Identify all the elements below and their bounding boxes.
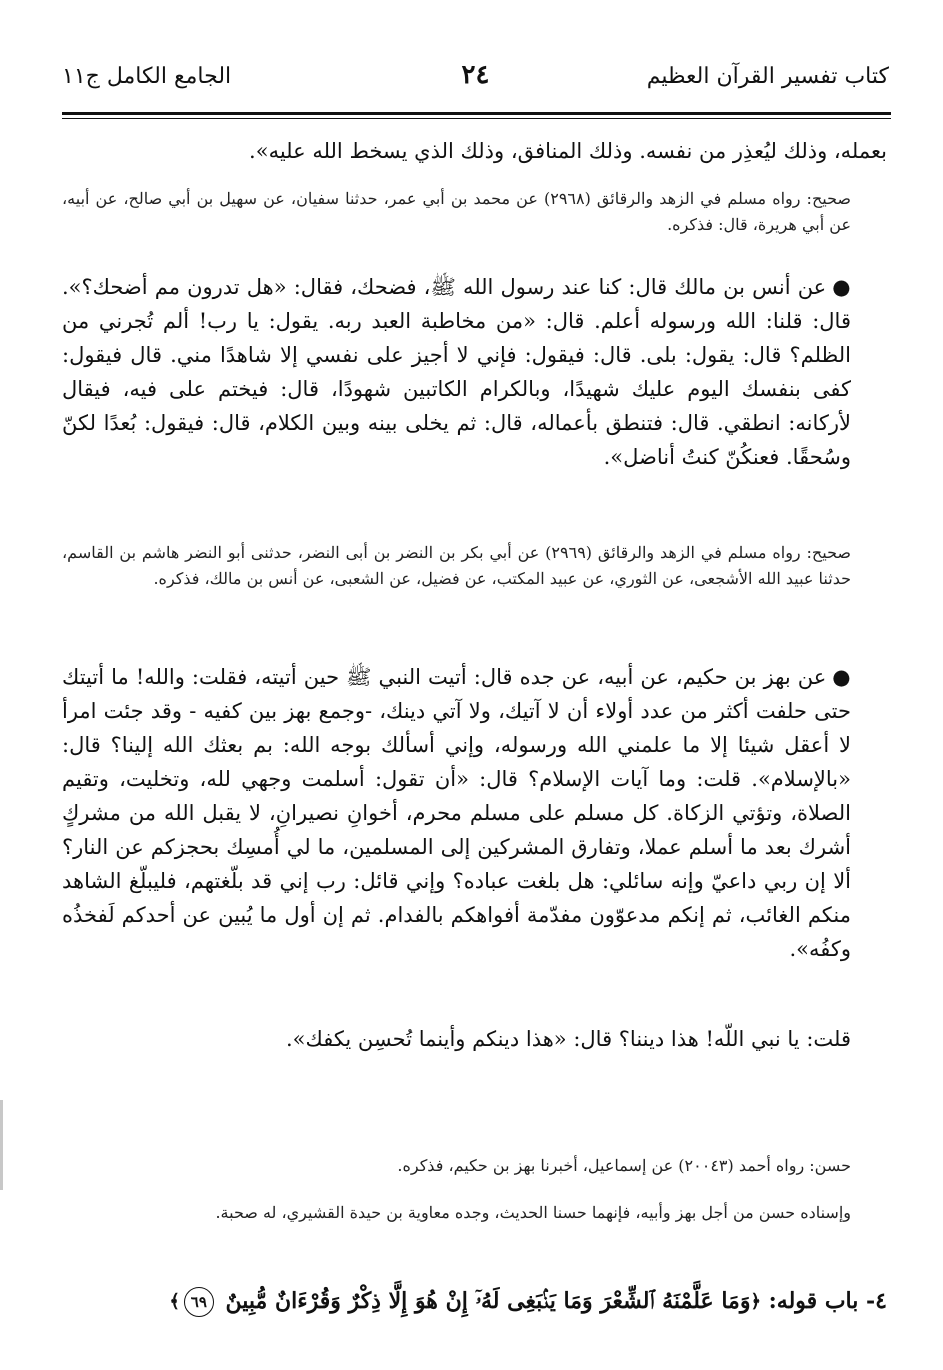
bullet-icon: ●	[832, 274, 851, 299]
hadith-anas	[62, 270, 887, 474]
running-header	[62, 58, 889, 102]
scan-margin-shadow	[0, 1100, 3, 1190]
ornate-bracket-open-icon: ﴿	[750, 1291, 761, 1312]
quran-verse: وَمَا عَلَّمْنَهُ ٱلشِّعْرَ وَمَا يَنۢبَغِى لَهُۥٓ إِنْ هُوَ إِلَّا ذِكْرٌ وَقُرْءَانٌ مُّبِينٌ	[225, 1288, 751, 1314]
isnad-note: وإسناده حسن من أجل بهز وأبيه، فإنهما حسنا الحديث، وجده معاوية بن حيدة القشيري، له صحبة.	[215, 1203, 851, 1222]
hadith-anas-text: عن أنس بن مالك قال: كنا عند رسول الله ﷺ، فضحك، فقال: «هل تدرون مم أضحك؟». قال: قلنا: الله ورسوله أعلم. قال: «من مخاطبة العبد ربه. يقول: يا رب! ألم تُجرني من الظلم؟ قال: يقول: بلى. قال: فيقول: فإني لا أجيز على نفسي إلا شاهدًا مني. قال فيقول: كفى بنفسك اليوم عليك شهيدًا، وبالكرام الكاتبين شهودًا، قال: فيختم على فيه، فيقال لأركانه: انطقي. قال: فتنطق بأعماله، قال: ثم يخلى بينه وبين الكلام، قال: فيقول: بُعدًا لكنّ وسُحقًا. فعنكُنّ كنتُ أناضل».	[62, 275, 851, 469]
verse-number-badge: ٦٩	[184, 1287, 214, 1317]
hadith-bahz	[62, 660, 887, 966]
page-number: ٢٤	[461, 60, 490, 90]
bullet-icon: ●	[832, 664, 851, 689]
hadith-bahz-ending: قلت: يا نبي اللّه! هذا ديننا؟ قال: «هذا دينكم وأينما تُحسِن يكفك».	[285, 1027, 851, 1051]
book-title: كتاب تفسير القرآن العظيم	[646, 64, 889, 89]
header-rule-thick	[62, 112, 891, 115]
ornate-bracket-close-icon: ﴾	[169, 1291, 180, 1312]
takhrij-note-1: صحيح: رواه مسلم في الزهد والرقائق (٢٩٦٨) عن محمد بن أبي عمر، حدثنا سفيان، عن سهيل بن أبي صالح، عن أبيه، عن أبي هريرة، قال: فذكره.	[62, 189, 852, 234]
hadith-bahz-text: عن بهز بن حكيم، عن أبيه، عن جده قال: أتيت النبي ﷺ حين أتيته، فقلت: والله! ما أتيتك حتى حلفت أكثر من عدد أولاء أن لا آتيك، ولا آتي دينك، -وجمع بهز بين كفيه - وقد جئت امرأ لا أعقل شيئا إلا ما علمني الله ورسوله، وإني أسألك بوجه الله: بم بعثك الله إلينا؟ قال: «بالإسلام». قلت: وما آيات الإسلام؟ قال: «أن تقول: أسلمت وجهي لله، وتخليت، وتقيم الصلاة، وتؤتي الزكاة. كل مسلم على مسلم محرم، أخوانِ نصيرانِ، لا يقبل الله من مشركٍ أشرك بعد ما أسلم عملا، وتفارق المشركين إلى المسلمين، ما لي أُمسِك بحجزكم عن النار؟ ألا إن ربي داعيّ وإنه سائلي: هل بلغت عباده؟ وإني قائل: رب إني قد بلّغتهم، فليبلّغ الشاهد منكم الغائب، ثم إنكم مدعوّون مفدّمة أفواهكم بالفدام. ثم إن أول ما يُبين عن أحدكم لَفخذُه وكفُه».	[62, 665, 851, 961]
header-rule-thin	[62, 118, 891, 119]
chapter-heading	[40, 1282, 887, 1321]
hadith-text-continuation: بعمله، وذلك ليُعذِر من نفسه. وذلك المنافق، وذلك الذي يسخط الله عليه».	[249, 139, 887, 163]
takhrij-note-2: صحيح: رواه مسلم في الزهد والرقائق (٢٩٦٩) عن أبي بكر بن النضر بن أبى النضر، حدثنى أبو النضر هاشم بن القاسم، حدثنا عبيد الله الأشجعى، عن الثوري، عن عبيد المكتب، عن فضيل، عن الشعبى، عن أنس بن مالك، فذكره.	[62, 543, 852, 588]
volume-label: الجامع الكامل ج١١	[62, 64, 232, 89]
takhrij-note-3: حسن: رواه أحمد (٢٠٠٤٣) عن إسماعيل، أخبرنا بهز بن حكيم، فذكره.	[397, 1156, 851, 1175]
chapter-number-label: ٤- باب قوله:	[768, 1288, 887, 1314]
